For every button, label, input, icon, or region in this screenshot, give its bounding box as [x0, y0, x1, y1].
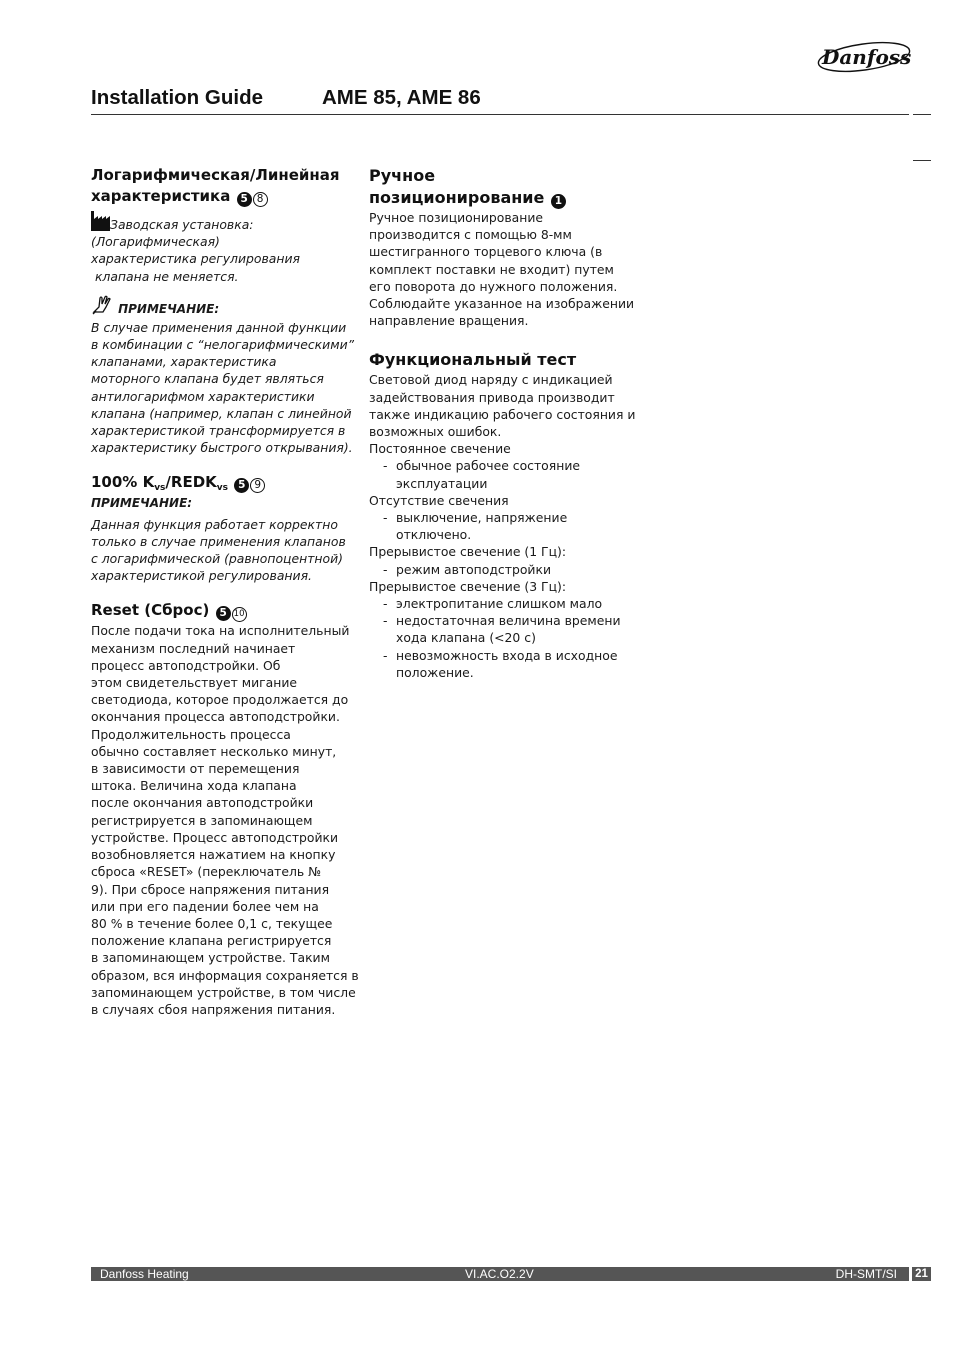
list-item: - обычное рабочее состояние эксплуатации — [369, 457, 639, 491]
page-number: 21 — [912, 1267, 931, 1281]
list-item: - выключение, напряжение отключено. — [369, 509, 639, 543]
switch-badge: 8 — [253, 192, 268, 207]
left-column — [91, 165, 361, 1018]
list-item: - электропитание слишком мало — [369, 595, 639, 612]
right-column — [369, 165, 639, 681]
reset-heading: Reset (Сброс) 5 10 — [91, 600, 361, 622]
footer-dept: DH-SMT/SI — [835, 1267, 897, 1281]
hand-pointer-icon — [91, 293, 113, 315]
switch-badge: 9 — [250, 478, 265, 493]
switch-badge: 5 — [237, 192, 252, 207]
factory-icon — [91, 211, 110, 231]
list-item: - недостаточная величина времени хода клапана (<20 с) — [369, 612, 639, 646]
document-title: Installation Guide — [91, 86, 263, 109]
manual-positioning-heading: Ручное позиционирование 1 — [369, 165, 639, 209]
note-header: ПРИМЕЧАНИЕ: — [91, 293, 361, 317]
reset-text: После подачи тока на исполнительный механизм последний начинает процесс автоподстройки. Об этом свидетельствует мигание светодиода, которое продолжается до окончания процесса автоподстройки. Продолжительность процесса обычно составляет несколько минут, в зависимости от перемещения штока. Величина хода клапана после окончания автоподстройки регистрируется в запоминающем устройстве. Процесс автоподстройки возобновляется нажатием на кнопку сброса «RESET» (переключатель № 9). При сбросе напряжения питания или при его падении более чем на 80 % в течение более 0,1 с, текущее положение клапана регистрируется в запоминающем устройстве. Таким образом, вся информация сохраняется в запоминающем устройстве, в том числе в случаях сбоя напряжения питания. — [91, 623, 359, 1017]
led-state-list — [369, 595, 639, 681]
led-state-label: Отсутствие свечения — [369, 492, 509, 508]
footer-doc-code: VI.AC.O2.2V — [465, 1267, 534, 1281]
list-item: - режим автоподстройки — [369, 561, 639, 578]
led-state-label: Постоянное свечение — [369, 441, 511, 457]
kvs-heading: 100% $K_{vs}/REDK_{vs}$ 5 9 — [91, 472, 361, 493]
footer-company: Danfoss Heating — [100, 1267, 189, 1281]
led-state-list — [369, 509, 639, 543]
factory-setting: Заводская установка: (Логарифмическая) характеристика регулирования клапана не меняется. — [91, 211, 361, 285]
header-divider — [91, 114, 909, 115]
led-state-list — [369, 561, 639, 578]
margin-mark — [913, 160, 931, 161]
kvs-note: ПРИМЕЧАНИЕ: Данная функция работает корректно только в случае применения клапанов с логарифмической (равнопоцентной) характеристикой регулирования. — [91, 496, 346, 584]
footer-bar — [91, 1267, 909, 1281]
note-text: В случае применения данной функции в комбинации с “нелогарифмическими” клапанами, характеристика моторного клапана будет являться антилогарифмом характеристики клапана (например, клапан с линейной характеристикой трансформируется в характеристику быстрого открывания). — [91, 319, 355, 456]
product-model: AME 85, AME 86 — [322, 86, 481, 109]
function-test-text: Световой диод наряду с индикацией задействования привода производит также индикацию рабочего состояния и возможных ошибок. Постоянное свечение - обычное рабочее состояние эксплуатации Отсутствие свечения - выключение, напряжение отключено. Прерывистое свечение (1 Гц): - режим автоподстройки Прерывистое свечение (3 Гц): - электропитание слишком мало - недостаточная величина времени хода клапана (<20 с) - невозможность входа в исходное положение. — [369, 371, 639, 681]
led-state-label: Прерывистое свечение (3 Гц): — [369, 578, 567, 594]
step-badge: 1 — [551, 194, 566, 209]
manual-positioning-text: Ручное позиционирование производится с помощью 8-мм шестигранного торцевого ключа (в комплект поставки не входит) путем его поворота до нужного положения. Соблюдайте указанное на изображении направление вращения. — [369, 210, 635, 329]
switch-badge: 5 — [234, 478, 249, 493]
switch-badge: 5 — [216, 606, 231, 621]
margin-mark — [913, 114, 931, 115]
switch-badge: 10 — [232, 607, 247, 622]
danfoss-logo — [814, 38, 912, 76]
led-state-label: Прерывистое свечение (1 Гц): — [369, 544, 567, 560]
list-item: - невозможность входа в исходное положение. — [369, 647, 639, 681]
log-linear-heading: Логарифмическая/Линейная характеристика 5 8 — [91, 166, 340, 205]
function-test-heading: Функциональный тест — [369, 350, 577, 370]
logo-text: Danfoss — [822, 45, 912, 69]
led-state-list — [369, 457, 639, 491]
